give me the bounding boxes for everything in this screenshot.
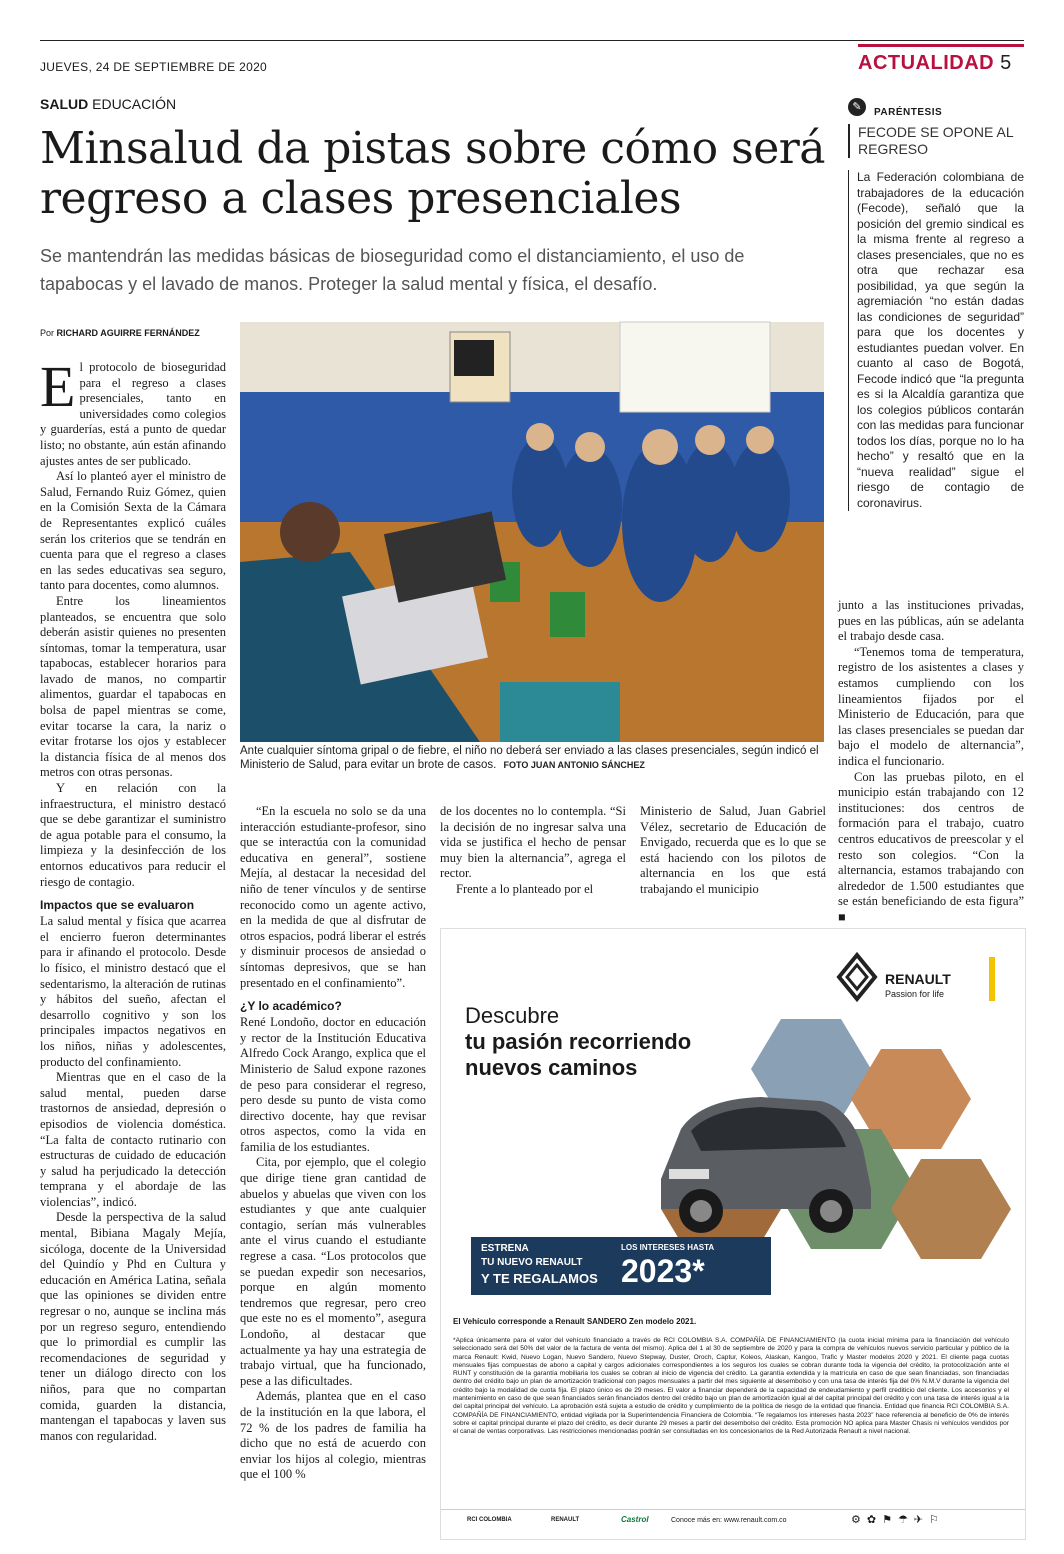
paragraph: Entre los lineamientos planteados, se encuentra que solo deberán asistir quienes no presenten síntomas, tomar la temperatura, usar tapabocas, establecer horarios para lavado de manos, no compartir alimentos, guardar el tapabocas en bolsa de papel mientras se come, evitar tocarse la cara, la nariz o evitar frotarse los ojos y establecer la distancia física de al menos dos metros con otras personas. (40, 593, 226, 780)
sidebar-parentesis (848, 100, 1024, 511)
sidebar-label-row (848, 100, 1024, 118)
paragraph: Además, plantea que en el caso de la institución en la que labora, el 72 % de los padres de familia ha dicho que no está de acuerdo con enviar los hijos al colegio, mientras que el 100 % (240, 1389, 426, 1482)
subheading: ¿Y lo académico? (240, 999, 342, 1014)
article-kicker (40, 96, 176, 112)
photo-credit: FOTO JUAN ANTONIO SÁNCHEZ (503, 760, 645, 770)
paragraph: “En la escuela no solo se da una interacción estudiante-profesor, sino que se interactúa con la comunidad educativa en general”, sostiene Mejía, al destacar la necesidad del niño de tener vínculos y de sentirse reconocido como un agente activo, en la medida de que al disfrutar de otros espacios, podrá liberar el estrés y disminuir procesos de ansiedad o síntomas depresivos, que se han presentado en el confinamiento”. (240, 804, 426, 990)
paragraph: Con las pruebas piloto, en el municipio están trabajando con 12 instituciones: dos centros de formación para el trabajo, cuatro centros educativos de preescolar y el resto son colegios. “Con la alternancia, estamos trabajando con alrededor de 1.500 estudiantes que se están beneficiando de esta figura” ■ (838, 769, 1024, 924)
section-header (858, 44, 1024, 76)
paragraph: “Tenemos toma de temperatura, registro de los asistentes a clases y estamos cumpliendo con los lineamientos fijados por el Ministerio de Educación, para que las clases presenciales se puedan dar bajo el modelo de alternancia”, indica el funcionario. (838, 644, 1024, 768)
footer-logo-castrol: Castrol (621, 1515, 649, 1524)
paragraph: René Londoño, doctor en educación y rector de la Institución Educativa Alfredo Cock Arango, explica que el Ministerio de Salud expone razones de peso para considerar el regreso, pero desde su punto de vista como directivo docente, hay que revisar otros aspectos, como la vida en familia de los estudiantes. (240, 1015, 426, 1154)
kicker-main: SALUD (40, 96, 89, 112)
paragraph: l protocolo de bioseguridad para el regreso a clases presenciales, tanto en universidades como colegios y guarderías, está a punto de quedar listo; no obstante, aún están afinando ajustes antes de ser publicado. (40, 360, 226, 468)
paragraph: Así lo planteó ayer el ministro de Salud, Fernando Ruiz Gómez, quien en la Comisión Sexta de la Cámara de Representantes explicó cuáles serán los criterios que se tendrán en cuenta para que el regreso a clases en las sedes educativas sea seguro, tanto para docentes, como alumnos. (40, 469, 226, 593)
article-column-2 (240, 804, 426, 1548)
classroom-photo-image (240, 322, 824, 742)
ad-footer-rule (441, 1509, 1025, 1510)
caption-text: Ante cualquier síntoma gripal o de fiebre, el niño no deberá ser enviado a las clases presenciales, según indicó el Ministerio de Salud, para evitar un brote de casos. (240, 745, 819, 771)
paragraph: Desde la perspectiva de la salud mental, Bibiana Magaly Mejía, sicóloga, docente de la Universidad del Quindío y Phd en Cultura y educación en América Latina, señala que las opiniones se dividen entre regresar o no, aunque se inclina más por un regreso seguro, entendiendo que lo primordial es cumplir las recomendaciones de seguridad y tener un diálogo directo con los niños, para que no compartan comida, guarden la distancia, mantengan el tapabocas y laven sus manos con regularidad. (40, 1210, 226, 1443)
photo-caption (240, 744, 824, 772)
promo-tag: LOS INTERESES HASTA (621, 1243, 715, 1252)
ad-brand: RENAULT (885, 971, 951, 987)
promo-year: 2023* (621, 1253, 705, 1289)
promo-box (471, 1237, 771, 1295)
brand-accent-bar (989, 957, 995, 1001)
promo-line-2: TU NUEVO RENAULT (481, 1257, 583, 1268)
renault-advertisement[interactable] (440, 928, 1026, 1540)
footer-logo-rci: RCI COLOMBIA (467, 1517, 512, 1523)
article-column-4 (640, 804, 826, 914)
byline (40, 328, 200, 338)
car-image (641, 1069, 881, 1249)
paragraph: Mientras que en el caso de la salud mental, pueden darse trastornos de ansiedad, depresión o episodios de violencia doméstica. “La falta de contacto rutinario con estructuras de cuidado de educación y salud ha perjudicado la detección temprana y el abordaje de las violencias”, indicó. (40, 1070, 226, 1209)
ad-headline-3: nuevos caminos (465, 1055, 638, 1080)
ad-brand-tagline: Passion for life (885, 989, 945, 999)
ad-headline-2: tu pasión recorriendo (465, 1029, 692, 1054)
promo-line-1: ESTRENA (481, 1243, 529, 1254)
footer-logo-renault: RENAULT (551, 1517, 580, 1523)
paragraph: Cita, por ejemplo, que el colegio que dirige tiene gran cantidad de abuelos y abuelas que viven con los estudiantes y que ante cualquier contagio, serían más vulnerables ante el virus cuando el estudiante regrese a casa. “Los protocolos que se puedan expedir son necesarios, porque en algún momento tendremos que regresar, pero creo que este no es el momento”, asegura Londoño, al destacar que actualmente ya hay una estrategia de trabajo virtual, que ha funcionado, pese a las dificultades. (240, 1155, 426, 1388)
pin-icon: ✎ (848, 98, 866, 116)
subheading: Impactos que se evaluaron (40, 898, 195, 913)
sidebar-title: FECODE SE OPONE AL REGRESO (848, 124, 1024, 158)
kicker-sub: EDUCACIÓN (92, 96, 177, 112)
article-dek: Se mantendrán las medidas básicas de bioseguridad como el distanciamiento, el uso de tapabocas y el lavado de manos. Proteger la salud mental y física, el desafío. (40, 246, 745, 294)
footer-service-icons: ⚙✿⚑☂✈⚐ (851, 1513, 945, 1526)
page-number: 5 (1000, 52, 1012, 74)
ad-headline-1: Descubre (465, 1003, 560, 1028)
header-rule (40, 40, 1024, 41)
footer-website[interactable]: Conoce más en: www.renault.com.co (671, 1517, 787, 1524)
paragraph: junto a las instituciones privadas, pues en las públicas, aún se adelanta el trabajo desde casa. (838, 598, 1024, 644)
section-name: ACTUALIDAD (858, 52, 995, 74)
paragraph: Frente a lo planteado por el (456, 881, 594, 896)
promo-line-3: Y TE REGALAMOS (481, 1271, 598, 1286)
ad-model-note: El Vehículo corresponde a Renault SANDERO Zen modelo 2021. (453, 1317, 697, 1326)
article-headline: Minsalud da pistas sobre cómo será regreso a clases presenciales (40, 123, 826, 224)
paragraph: La salud mental y física que acarrea el encierro fueron determinantes para ir afinando el protocolo. Desde lo físico, el ministro destacó que el sedentarismo, la alteración de rutinas y hábitos del sueño, afectan el desarrollo cognitivo y son los principales impactos negativos en los niños, niñas y adolescentes, producto del confinamiento. (40, 914, 226, 1069)
article-column-1 (40, 354, 226, 1550)
renault-logo-icon (837, 953, 877, 1001)
byline-prefix: Por (40, 328, 55, 338)
ad-fine-print: *Aplica únicamente para el valor del vehículo financiado a través de RCI COLOMBIA S.A. COMPAÑÍA DE FINANCIAMIENTO (la cuota inicial mínima para la financiación del vehículo seleccionado será del 50% del valor de la factura de venta del mismo). Aplica del 1 al 30 de septiembre de 2020 y para la compra de vehículos nuevos servicio particular y público de la marca Renault: Kwid, Nuevo Logan, Nuevo Sandero, Nuevo Stepway, Duster, Oroch, Captur, Koleos, Alaskan, Kangoo, Trafic y Master modelos 2020 y 2021. El cliente paga cuotas mensuales fijas compuestas de abono a capital y cargos adicionales correspondientes a los seguros los cuales se cobran durante toda la vigencia del crédito, la protocolización ante el RUNT y constitución de la garantía mobiliaria los cuales se cobran al inicio de vigencia del crédito. La garantía extendida y la matrícula en caso de que sean financiadas, son financiadas dentro del crédito bajo un plan de amortización tradicional con pagos mensuales a partir del mes siguiente al desembolso y con una tasa de interés fija del 0% N.M.V durante la vigencia del crédito bajo la modalidad de cuota fija. El plazo único es de 29 meses. El valor a financiar dependerá de la capacidad de endeudamiento y perfil crediticio del cliente. Los accesorios y el mantenimiento en caso de que sean financiados serán financiados dentro del crédito bajo un plan de amortización igual al del capital principal del crédito y con una tasa de interés igual a la del capital principal del vehículo. La aprobación está sujeta a estudio de crédito y cumplimiento de la política de riesgo de la entidad que financia. Entidad que financia RCI COLOMBIA S.A. COMPAÑÍA DE FINANCIAMIENTO, entidad vigilada por la Superintendencia Financiera de Colombia. “Te regalamos los intereses hasta 2023” hace referencia al beneficio de 0% de interés sobre el capital principal durante el plazo del crédito, es decir durante 29 meses a partir del desembolso del crédito. Esta promoción NO aplica para Master Chasis ni vehículos vendidos por el canal de ventas corporativas. Las restricciones mencionadas podrán ser consultadas en los concesionarios de la Red Autorizada Renault a nivel nacional. (453, 1337, 1009, 1436)
paragraph: Ministerio de Salud, Juan Gabriel Vélez, secretario de Educación de Envigado, recuerda que es lo que se está haciendo con los pilotos de alternancia en los que está trabajando el municipio (640, 804, 826, 896)
issue-date: JUEVES, 24 DE SEPTIEMBRE DE 2020 (40, 60, 268, 74)
paragraph: Y en relación con la infraestructura, el ministro destacó que se debe garantizar el suministro de agua potable para el consumo, la limpieza y la desinfección de los entornos educativos para reducir el riesgo de contagio. (40, 781, 226, 889)
sidebar-label: PARÉNTESIS (874, 107, 943, 118)
byline-author: RICHARD AGUIRRE FERNÁNDEZ (56, 328, 200, 338)
article-column-5 (838, 598, 1024, 924)
classroom-photo (240, 322, 824, 742)
sidebar-body: La Federación colombiana de trabajadores de la educación (Fecode), señaló que la posición del gremio sindical es la misma frente al regreso a clases presenciales, que no es otra que rechazar esa posibilidad, ya que según la agremiación “no están dadas las condiciones de seguridad” para que los docentes y estudiantes puedan volver. En cuanto al caso de Bogotá, Fecode indicó que “la pregunta es si la Alcaldía garantiza que los colegios públicos contarán con las medidas para funcionar todos los días, porque no lo ha hecho” y resaltó que en la “nueva realidad” sigue el riesgo de contagio de coronavirus. (848, 170, 1024, 511)
paragraph: de los docentes no lo contempla. “Si la decisión de no ingresar salva una vida se justifica el hecho de pensar muy bien la alternancia”, agrega el rector. (440, 804, 626, 881)
drop-cap: E (40, 354, 76, 419)
article-column-3 (440, 804, 626, 914)
